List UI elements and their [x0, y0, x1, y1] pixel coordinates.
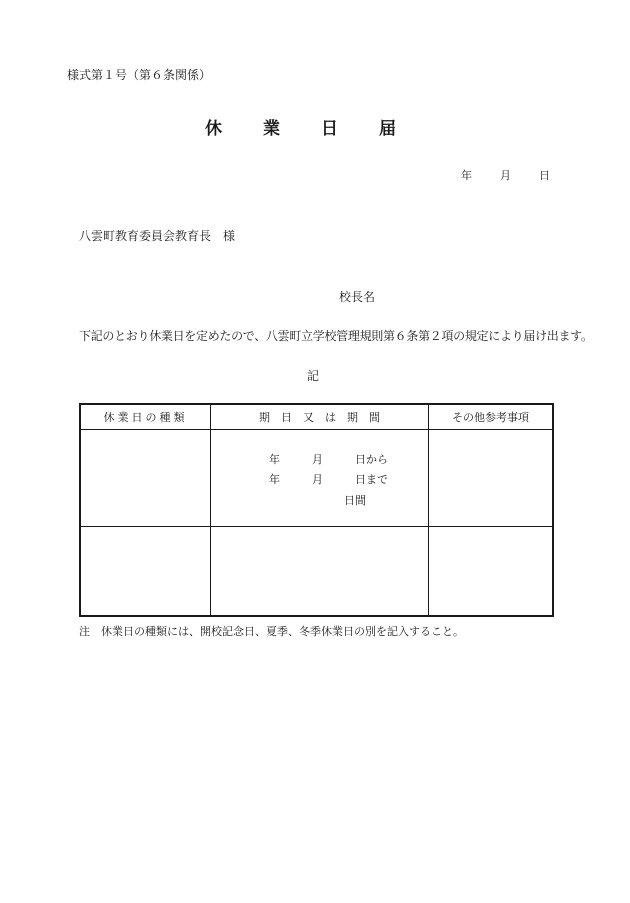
holiday-table [79, 403, 554, 617]
period-from [269, 451, 388, 467]
date-day: 日 [539, 169, 550, 182]
ki-label: 記 [307, 369, 320, 383]
to-year: 年 [269, 473, 281, 486]
date-month: 月 [500, 169, 511, 182]
document-title: 休業日届 [205, 119, 437, 139]
holiday-type-cell[interactable] [80, 430, 211, 527]
header-holiday-type: 休業日の種類 [80, 404, 211, 430]
holiday-type-cell[interactable] [80, 527, 211, 617]
from-year: 年 [269, 453, 281, 466]
addressee: 八雲町教育委員会教育長 様 [79, 229, 236, 243]
date-year: 年 [461, 169, 472, 182]
notes-cell[interactable] [428, 430, 553, 527]
from-day: 日から [355, 453, 389, 466]
table-row [80, 527, 553, 617]
form-number: 様式第１号（第６条関係） [67, 68, 212, 82]
notes-cell[interactable] [428, 527, 553, 617]
period-to [269, 471, 388, 487]
header-notes: その他参考事項 [428, 404, 553, 430]
footnote: 注 休業日の種類には、開校記念日、夏季、冬季休業日の別を記入すること。 [79, 625, 464, 638]
table-row [80, 430, 553, 527]
body-text: 下記のとおり休業日を定めたので、八雲町立学校管理規則第６条第２項の規定により届け出ます。 [79, 329, 593, 343]
to-day: 日まで [355, 473, 389, 486]
table-header-row [80, 404, 553, 430]
period-cell[interactable] [211, 527, 429, 617]
period-cell[interactable] [211, 430, 429, 527]
header-period: 期 日 又 は 期 間 [211, 404, 429, 430]
to-month: 月 [312, 473, 324, 486]
period-days: 日間 [344, 494, 367, 507]
submission-date [461, 167, 550, 183]
principal-name-label: 校長名 [339, 290, 376, 304]
from-month: 月 [312, 453, 324, 466]
